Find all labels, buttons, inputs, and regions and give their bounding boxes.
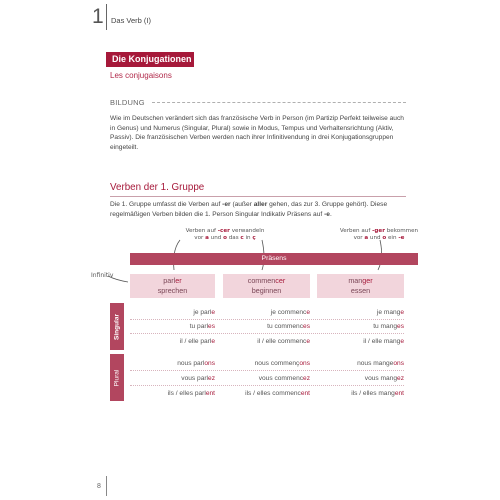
conj-cell bbox=[317, 337, 404, 346]
infinitive-de: beginnen bbox=[251, 286, 282, 295]
group1-divider bbox=[110, 196, 406, 197]
conj-stem: vous mang bbox=[364, 375, 398, 382]
note-text: ç bbox=[252, 235, 256, 241]
note-text: in bbox=[243, 235, 253, 241]
conj-cell bbox=[317, 389, 404, 398]
infinitive-manger bbox=[317, 274, 404, 298]
note-text: das bbox=[226, 235, 241, 241]
plural-label: Plural bbox=[113, 369, 121, 386]
conj-ending: ons bbox=[299, 360, 310, 367]
conj-cell bbox=[130, 359, 215, 368]
conj-stem: il / elle mang bbox=[363, 338, 401, 345]
conj-stem: ils / elles mang bbox=[351, 390, 395, 397]
group1-paragraph bbox=[110, 200, 410, 219]
conj-ending: e bbox=[400, 338, 404, 345]
conj-ending: es bbox=[397, 323, 404, 330]
note-text: a bbox=[205, 235, 209, 241]
note-text: -e bbox=[398, 235, 405, 241]
conj-cell bbox=[223, 322, 310, 331]
page-divider bbox=[106, 476, 107, 496]
section-subtitle: Les conjugaisons bbox=[110, 71, 172, 80]
note-cer bbox=[172, 228, 278, 242]
singular-tab bbox=[110, 303, 124, 350]
conj-ending: ent bbox=[394, 390, 404, 397]
infinitive-stem: commen bbox=[247, 276, 276, 285]
infinitive-stem: parl bbox=[163, 276, 176, 285]
row-divider bbox=[130, 319, 404, 320]
bildung-paragraph: Wie im Deutschen verändert sich das französische Verb in Person (im Partizip Perfekt teilweise auch in Genus) und Numerus (Singular, Plural) sowie in Modus, Tempus und Verhaltensrichtung (Aktiv, Passiv). Die französischen Verben werden nach ihrer Infinitivendung in drei Konjugationsgruppen eingeteilt. bbox=[110, 115, 404, 151]
conj-cell bbox=[223, 374, 310, 383]
group1-text-part: (außer bbox=[230, 201, 254, 208]
group1-text-part: Die 1. Gruppe umfasst die Verben auf bbox=[110, 201, 223, 208]
conj-ending: e bbox=[211, 309, 215, 316]
conj-ending: e bbox=[400, 309, 404, 316]
conj-stem: tu commenc bbox=[267, 323, 304, 330]
conj-stem: tu parl bbox=[189, 323, 209, 330]
conj-stem: ils / elles commenc bbox=[245, 390, 301, 397]
plural-tab bbox=[110, 354, 124, 401]
note-text: bekommen bbox=[384, 228, 419, 234]
note-text: vor bbox=[194, 235, 206, 241]
conj-cell bbox=[317, 374, 404, 383]
infinitive-parler bbox=[130, 274, 215, 298]
conj-ending: ons bbox=[204, 360, 215, 367]
section-title: Die Konjugationen bbox=[106, 52, 194, 67]
conj-cell bbox=[223, 337, 310, 346]
conj-ending: ez bbox=[208, 375, 215, 382]
conj-cell bbox=[130, 322, 215, 331]
infinitive-fr bbox=[223, 276, 310, 286]
conj-ending: es bbox=[208, 323, 215, 330]
conj-stem: nous commenç bbox=[254, 360, 300, 367]
conj-ending: e bbox=[211, 338, 215, 345]
note-text: Verben auf bbox=[185, 228, 218, 234]
conj-ending: es bbox=[303, 323, 310, 330]
note-text: o bbox=[223, 235, 227, 241]
conj-ending: ent bbox=[205, 390, 215, 397]
infinitive-ending: cer bbox=[275, 276, 286, 285]
conj-stem: vous commenc bbox=[258, 375, 304, 382]
infinitive-de: essen bbox=[350, 286, 371, 295]
infinitive-de: sprechen bbox=[157, 286, 188, 295]
note-text: o bbox=[382, 235, 387, 241]
row-divider bbox=[130, 370, 404, 371]
conj-stem: je commenc bbox=[270, 309, 307, 316]
conj-stem: il / elle commenc bbox=[257, 338, 307, 345]
row-divider bbox=[130, 333, 404, 334]
conj-ending: ez bbox=[397, 375, 404, 382]
conj-cell bbox=[317, 322, 404, 331]
group1-text-part: . bbox=[329, 210, 332, 218]
note-ger bbox=[336, 228, 422, 242]
conj-stem: vous parl bbox=[181, 375, 209, 382]
infinitive-fr bbox=[130, 276, 215, 286]
infinitive-commencer bbox=[223, 274, 310, 298]
conj-cell bbox=[317, 359, 404, 368]
conj-stem: je parl bbox=[193, 309, 212, 316]
singular-label: Singular bbox=[113, 313, 121, 340]
bildung-divider bbox=[152, 102, 406, 103]
group1-text-aller: aller bbox=[253, 201, 268, 208]
conj-cell bbox=[223, 389, 310, 398]
note-text: Verben auf bbox=[339, 228, 373, 234]
group1-heading: Verben der 1. Gruppe bbox=[110, 182, 205, 193]
chapter-divider bbox=[106, 4, 107, 30]
conj-cell bbox=[317, 308, 404, 317]
infinitive-ending: ger bbox=[362, 276, 373, 285]
conj-ending: e bbox=[306, 309, 310, 316]
conj-cell bbox=[223, 359, 310, 368]
row-divider bbox=[130, 385, 404, 386]
group1-text-part: gehen, das zur 3. Gruppe gehört). Diese regelmäßigen Verben bilden die 1. Person Singular Indikativ Präsens auf bbox=[110, 201, 388, 218]
conj-cell bbox=[130, 389, 215, 398]
group1-text-er: -er bbox=[222, 201, 231, 208]
note-text: vor bbox=[353, 235, 365, 241]
infinitiv-label: Infinitiv bbox=[91, 272, 114, 279]
conj-cell bbox=[130, 337, 215, 346]
infinitive-ending: er bbox=[175, 276, 182, 285]
conj-ending: ent bbox=[300, 390, 310, 397]
chapter-number: 1 bbox=[92, 5, 104, 28]
note-text: und bbox=[368, 235, 383, 241]
conj-stem: il / elle parl bbox=[179, 338, 212, 345]
note-text: a bbox=[364, 235, 369, 241]
chapter-title: Das Verb (I) bbox=[111, 16, 152, 25]
conj-ending: ez bbox=[303, 375, 310, 382]
tense-header: Präsens bbox=[130, 253, 418, 265]
note-text: -cer bbox=[217, 228, 230, 234]
conj-stem: nous mange bbox=[357, 360, 394, 367]
conj-stem: ils / elles parl bbox=[167, 390, 206, 397]
note-text: -ger bbox=[372, 228, 385, 234]
conj-stem: je mang bbox=[376, 309, 401, 316]
conj-cell bbox=[130, 308, 215, 317]
group1-text-e: -e bbox=[324, 210, 330, 218]
infinitive-fr bbox=[317, 276, 404, 286]
infinitive-stem: man bbox=[348, 276, 363, 285]
note-text: ein bbox=[386, 235, 399, 241]
page-number: 8 bbox=[97, 483, 101, 490]
conj-cell bbox=[223, 308, 310, 317]
conj-cell bbox=[130, 374, 215, 383]
bildung-heading: BILDUNG bbox=[110, 98, 145, 107]
conj-stem: tu mang bbox=[373, 323, 398, 330]
note-text: und bbox=[208, 235, 224, 241]
conj-stem: nous parl bbox=[177, 360, 205, 367]
note-text: c bbox=[240, 235, 244, 241]
note-text: verwandeln bbox=[229, 228, 265, 234]
conj-ending: ons bbox=[393, 360, 404, 367]
conj-ending: e bbox=[306, 338, 310, 345]
